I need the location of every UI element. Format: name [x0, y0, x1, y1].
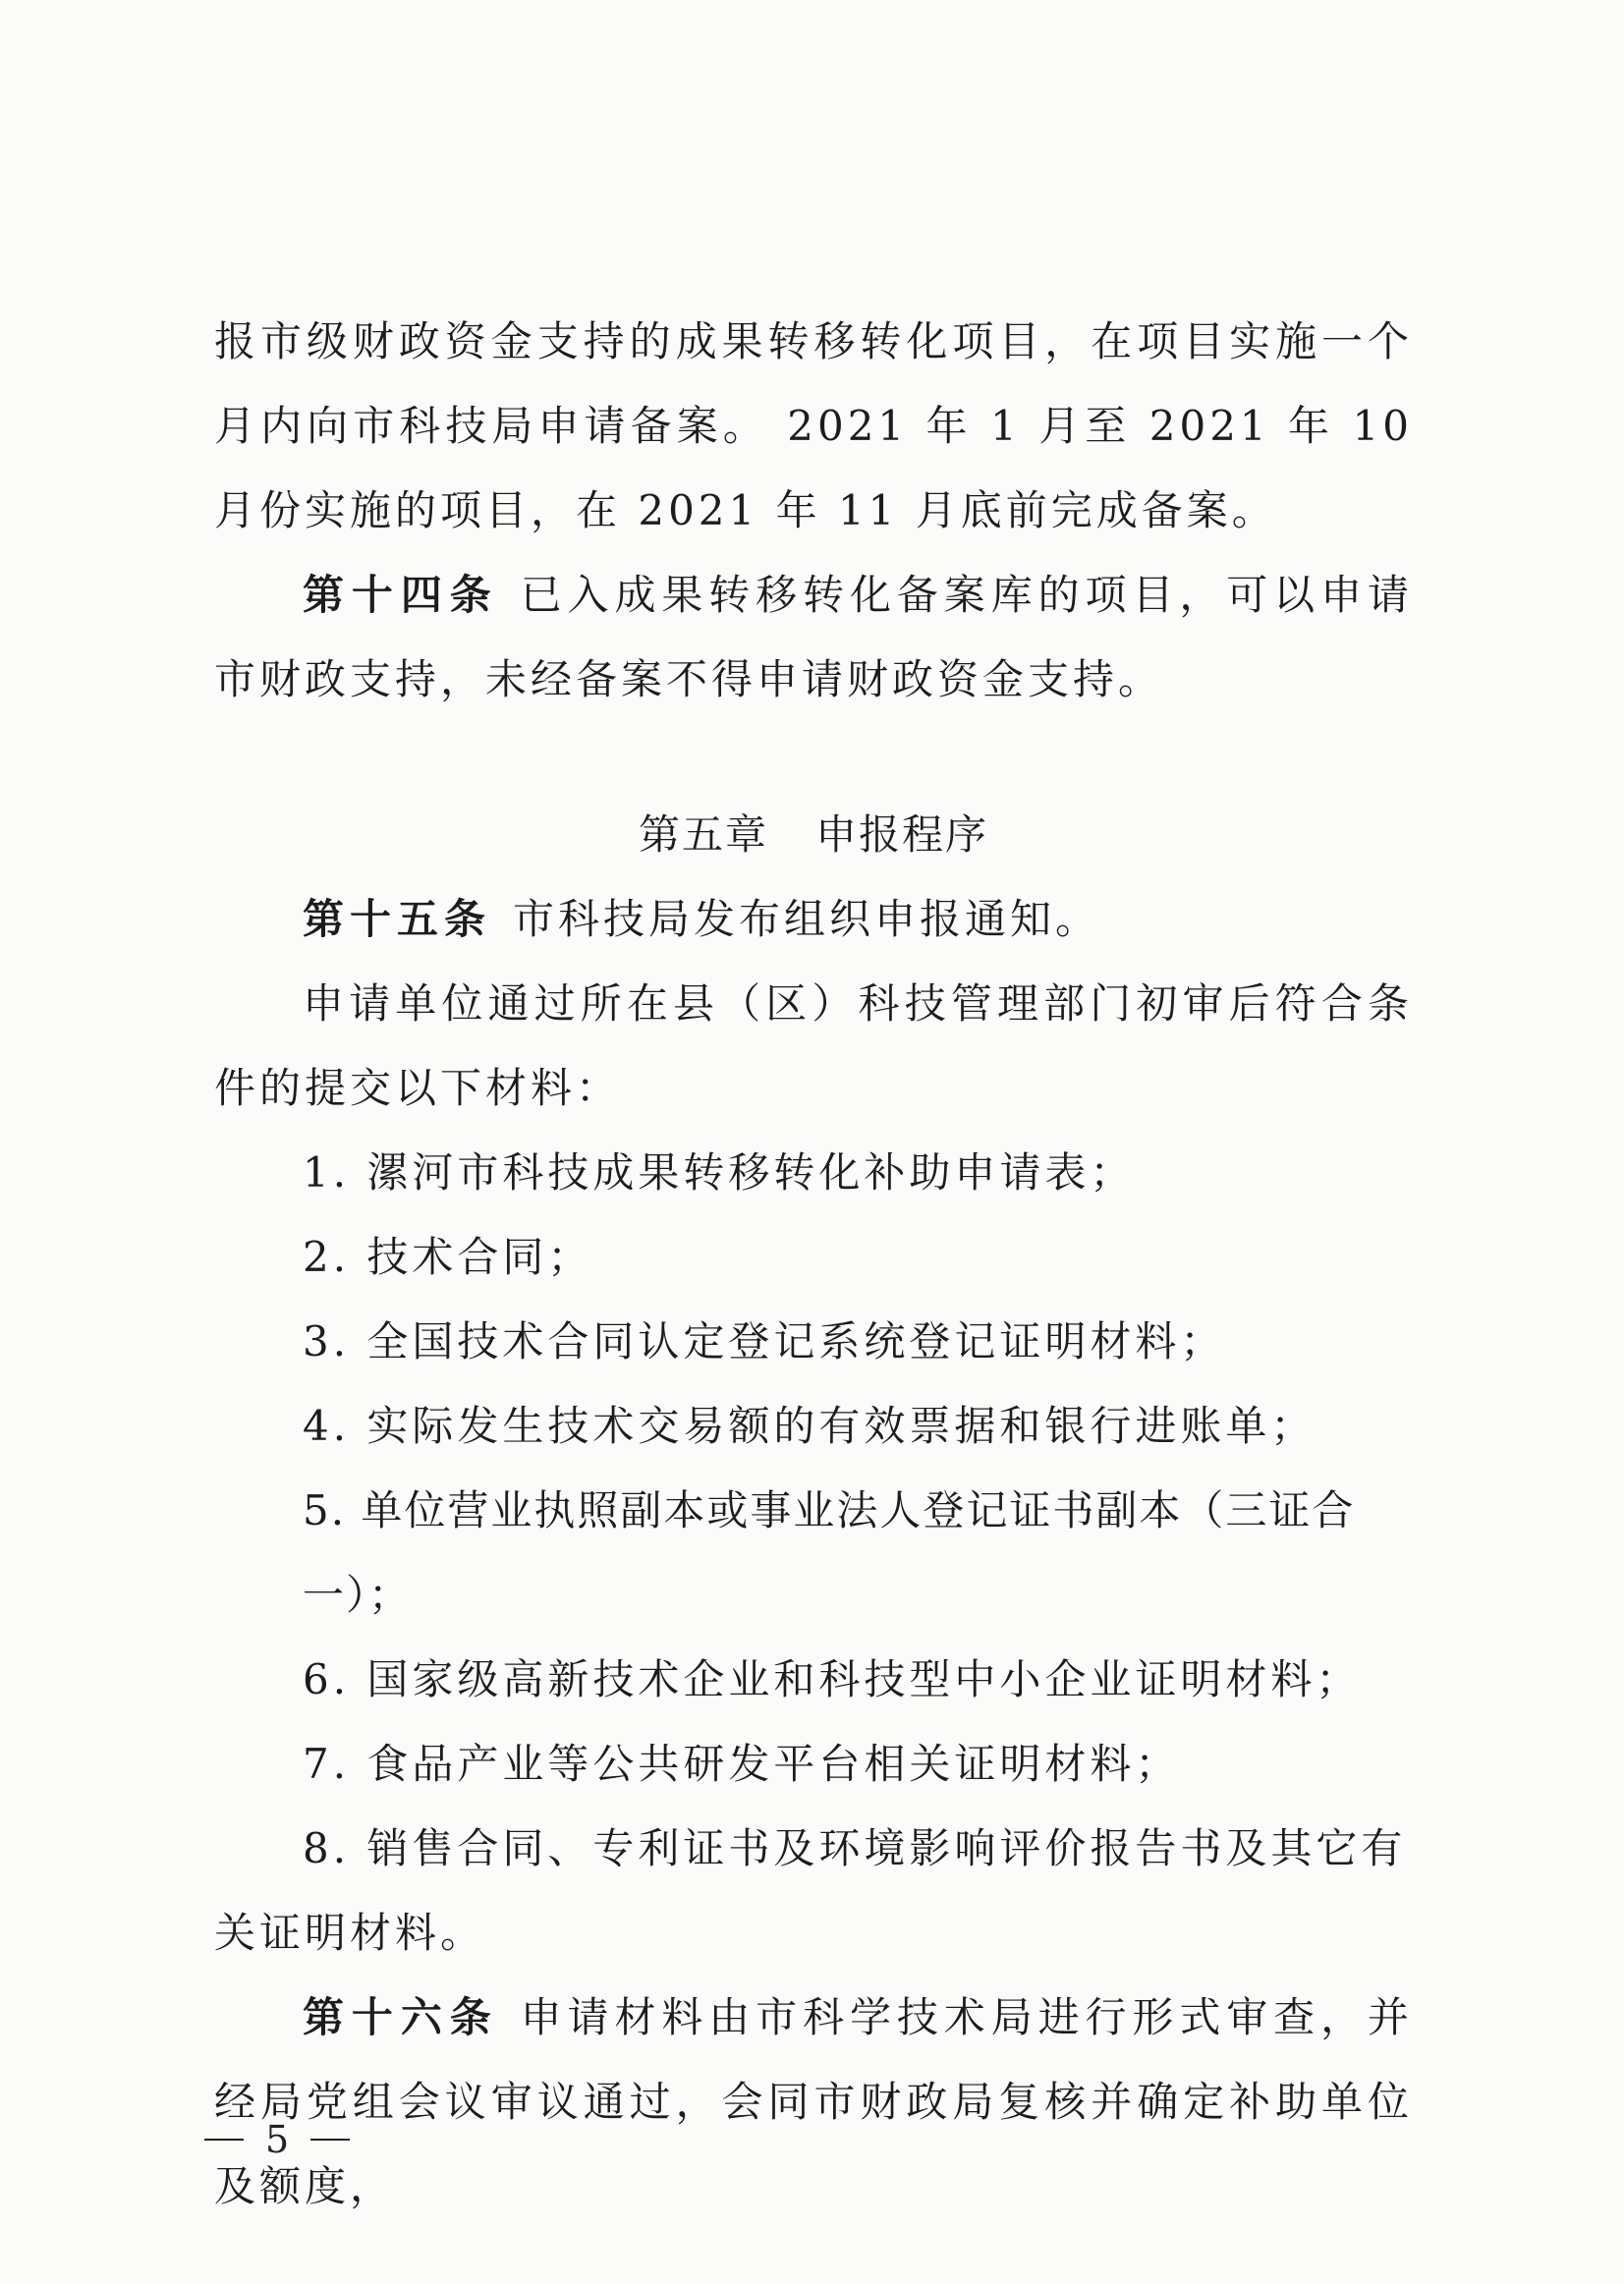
footer-dash-right	[310, 2139, 350, 2141]
chapter-number: 第五章	[638, 810, 768, 859]
list-item: 8. 销售合同、专利证书及环境影响评价报告书及其它有关证明材料。	[214, 1824, 1407, 1957]
list-item: 1. 漯河市科技成果转移转化补助申请表；	[303, 1148, 1136, 1197]
list-item: 6. 国家级高新技术企业和科技型中小企业证明材料；	[303, 1655, 1362, 1703]
footer-dash-left	[204, 2139, 244, 2141]
materials-intro: 申请单位通过所在县（区）科技管理部门初审后符合条件的提交以下材料：	[214, 979, 1413, 1112]
list-item: 2. 技术合同；	[303, 1233, 593, 1281]
page-number: 5	[265, 2118, 290, 2161]
article-15	[214, 877, 1413, 962]
article-16-number: 第十六条	[303, 1993, 499, 2041]
list-item: 7. 食品产业等公共研发平台相关证明材料；	[303, 1740, 1181, 1788]
chapter-heading	[214, 793, 1413, 877]
chapter-title: 申报程序	[815, 810, 989, 859]
page-footer	[204, 2110, 350, 2169]
document-body	[214, 300, 1413, 2229]
article-15-text: 市科技局发布组织申报通知。	[513, 895, 1101, 943]
article-15-number: 第十五条	[303, 895, 492, 943]
list-item: 4. 实际发生技术交易额的有效票据和银行进账单；	[303, 1402, 1316, 1450]
article-16-text: 申请材料由市科学技术局进行形式审查，并经局党组会议审议通过，会同市财政局复核并确定补助单位及额度，	[214, 1993, 1413, 2210]
article-14	[214, 553, 1413, 722]
article-14-text: 已入成果转移转化备案库的项目，可以申请市财政支持，未经备案不得申请财政资金支持。	[214, 571, 1413, 703]
paragraph-article13-continuation: 报市级财政资金支持的成果转移转化项目，在项目实施一个月内向市科技局申请备案。 2021 年 1 月至 2021 年 10 月份实施的项目，在 2021 年 11 月底前完成备案。	[214, 317, 1413, 534]
list-item: 5. 单位营业执照副本或事业法人登记证书副本（三证合一）；	[303, 1486, 1356, 1619]
article-16	[214, 1976, 1413, 2229]
article-14-number: 第十四条	[303, 571, 499, 619]
list-item: 3. 全国技术合同认定登记系统登记证明材料；	[303, 1317, 1226, 1365]
